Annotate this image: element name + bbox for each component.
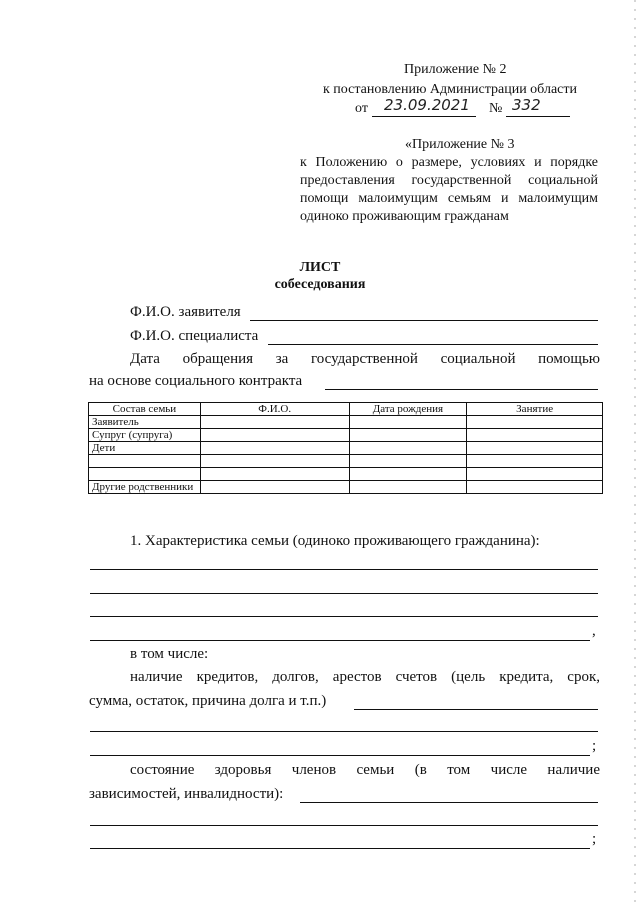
loans-field[interactable] <box>354 709 598 710</box>
including-label: в том числе: <box>130 646 209 662</box>
table-header-row <box>89 403 603 416</box>
loans-field-line[interactable] <box>90 731 598 732</box>
birth-date-cell[interactable] <box>349 468 467 481</box>
occupation-cell[interactable] <box>467 429 603 442</box>
birth-date-cell[interactable] <box>349 455 467 468</box>
applicant-field[interactable] <box>250 320 598 321</box>
family-member-cell: Дети <box>89 442 201 455</box>
name-cell[interactable] <box>200 442 349 455</box>
specialist-field[interactable] <box>268 344 598 345</box>
document-title: ЛИСТ <box>299 260 341 275</box>
family-member-cell: Другие родственники <box>89 481 201 494</box>
resolution-number: 332 <box>512 96 541 114</box>
family-characteristic-line[interactable] <box>90 569 598 570</box>
document-subtitle: собеседования <box>274 277 366 292</box>
number-underline <box>506 116 570 117</box>
line-comma: , <box>592 623 596 639</box>
name-cell[interactable] <box>200 481 349 494</box>
name-cell[interactable] <box>200 468 349 481</box>
resolution-date: 23.09.2021 <box>384 96 470 114</box>
birth-date-cell[interactable] <box>349 416 467 429</box>
column-header: Дата рождения <box>349 403 467 416</box>
occupation-cell[interactable] <box>467 468 603 481</box>
column-header: Занятие <box>467 403 603 416</box>
health-field[interactable] <box>300 802 598 803</box>
request-date-label: Дата обращения за государственной социальной помощью <box>130 351 600 367</box>
family-member-cell: Заявитель <box>89 416 201 429</box>
family-composition-table <box>88 402 603 494</box>
applicant-label: Ф.И.О. заявителя <box>130 304 241 320</box>
resolution-reference: к постановлению Администрации области <box>323 82 577 97</box>
name-cell[interactable] <box>200 416 349 429</box>
appendix3-line: помощи малоимущим семьям и малоимущим <box>300 191 598 206</box>
family-characteristic-line[interactable] <box>90 593 598 594</box>
from-prefix: от <box>355 101 368 116</box>
occupation-cell[interactable] <box>467 442 603 455</box>
column-header: Состав семьи <box>89 403 201 416</box>
occupation-cell[interactable] <box>467 416 603 429</box>
scan-edge-artifact <box>634 0 636 905</box>
loans-field-line[interactable] <box>90 755 590 756</box>
birth-date-cell[interactable] <box>349 481 467 494</box>
line-semicolon: ; <box>592 738 597 754</box>
appendix3-line: предоставления государственной социальной <box>300 173 598 188</box>
occupation-cell[interactable] <box>467 481 603 494</box>
table-row <box>89 455 603 468</box>
column-header: Ф.И.О. <box>200 403 349 416</box>
appendix-number: Приложение № 2 <box>404 62 507 77</box>
table-row <box>89 468 603 481</box>
number-sign: № <box>489 101 503 116</box>
table-row <box>89 416 603 429</box>
family-member-cell: Супруг (супруга) <box>89 429 201 442</box>
appendix3-title: «Приложение № 3 <box>405 137 515 152</box>
appendix3-line: одиноко проживающим гражданам <box>300 209 509 224</box>
line-semicolon: ; <box>592 831 597 847</box>
family-member-cell <box>89 468 201 481</box>
family-characteristic-line[interactable] <box>90 640 590 641</box>
table-row <box>89 481 603 494</box>
family-characteristic-line[interactable] <box>90 616 598 617</box>
health-label-cont: зависимостей, инвалидности): <box>89 786 284 802</box>
birth-date-cell[interactable] <box>349 429 467 442</box>
section1-heading: 1. Характеристика семьи (одиноко проживающего гражданина): <box>130 533 540 549</box>
request-date-field[interactable] <box>325 389 598 390</box>
social-contract-label: на основе социального контракта <box>89 373 303 389</box>
appendix3-line: к Положению о размере, условиях и порядке <box>300 155 598 170</box>
name-cell[interactable] <box>200 455 349 468</box>
health-field-line[interactable] <box>90 848 590 849</box>
date-underline <box>372 116 476 117</box>
name-cell[interactable] <box>200 429 349 442</box>
family-member-cell <box>89 455 201 468</box>
loans-label: наличие кредитов, долгов, арестов счетов (цель кредита, срок, <box>130 669 600 685</box>
table-row <box>89 429 603 442</box>
health-field-line[interactable] <box>90 825 598 826</box>
loans-label-cont: сумма, остаток, причина долга и т.п.) <box>89 693 327 709</box>
health-label: состояние здоровья членов семьи (в том числе наличие <box>130 762 600 778</box>
table-row <box>89 442 603 455</box>
occupation-cell[interactable] <box>467 455 603 468</box>
specialist-label: Ф.И.О. специалиста <box>130 328 259 344</box>
birth-date-cell[interactable] <box>349 442 467 455</box>
